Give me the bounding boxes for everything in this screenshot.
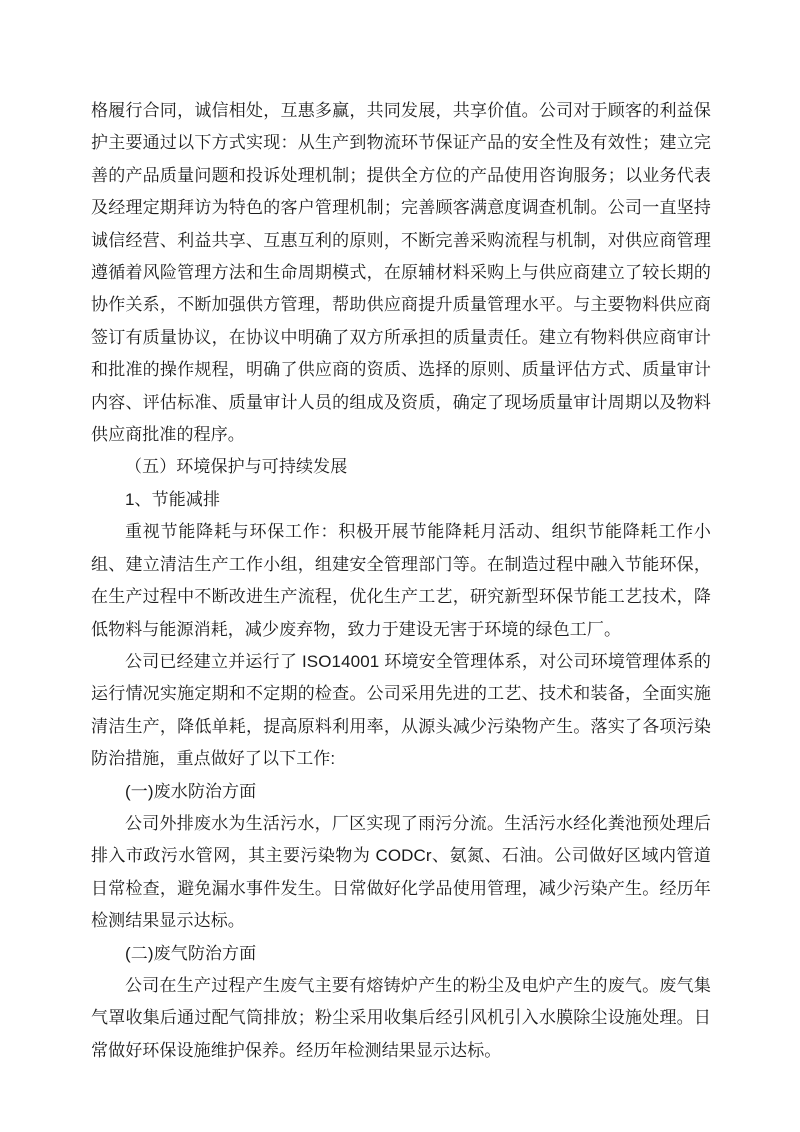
paragraph-wastewater-control: 公司外排废水为生活污水，厂区实现了雨污分流。生活污水经化粪池预处理后排入市政污水管网，其主要污染物为 CODCr、氨氮、石油。公司做好区域内管道日常检查，避免漏水事件发生。日常做好化学品使用管理，减少污染产生。经历年检测结果显示达标。 <box>91 813 711 931</box>
sub-heading-wastewater: (一)废水防治方面 <box>125 781 257 801</box>
paragraph-energy-saving-work: 重视节能降耗与环保工作：积极开展节能降耗月活动、组织节能降耗工作小组、建立清洁生产工作小组，组建安全管理部门等。在制造过程中融入节能环保，在生产过程中不断改进生产流程，优化生产工艺，研究新型环保节能工艺技术，降低物料与能源消耗，减少废弃物，致力于建设无害于环境的绿色工厂。 <box>91 522 711 639</box>
sub-heading-energy-saving: 1、节能减排 <box>125 489 221 509</box>
sub-heading-waste-gas: (二)废气防治方面 <box>125 943 257 963</box>
paragraph-waste-gas-control: 公司在生产过程产生废气主要有熔铸炉产生的粉尘及电炉产生的废气。废气集气罩收集后通过配气筒排放；粉尘采用收集后经引风机引入水膜除尘设施处理。日常做好环保设施维护保养。经历年检测结果显示达标。 <box>91 975 711 1060</box>
paragraph-iso14001: 公司已经建立并运行了 ISO14001 环境安全管理体系，对公司环境管理体系的运行情况实施定期和不定期的检查。公司采用先进的工艺、技术和装备，全面实施清洁生产，降低单耗，提高原料利用率，从源头减少污染物产生。落实了各项污染防治措施，重点做好了以下工作: <box>91 651 711 769</box>
section-heading-environment: （五）环境保护与可持续发展 <box>125 457 348 477</box>
paragraph-supplier-quality: 格履行合同，诚信相处，互惠多赢，共同发展，共享价值。公司对于顾客的利益保护主要通过以下方式实现：从生产到物流环节保证产品的安全性及有效性；建立完善的产品质量问题和投诉处理机制；提供全方位的产品使用咨询服务；以业务代表及经理定期拜访为特色的客户管理机制；完善顾客满意度调查机制。公司一直坚持诚信经营、利益共享、互惠互利的原则，不断完善采购流程与机制，对供应商管理遵循着风险管理方法和生命周期模式，在原辅材料采购上与供应商建立了较长期的协作关系，不断加强供方管理，帮助供应商提升质量管理水平。与主要物料供应商签订有质量协议，在协议中明确了双方所承担的质量责任。建立有物料供应商审计和批准的操作规程，明确了供应商的资质、选择的原则、质量评估方式、质量审计内容、评估标准、质量审计人员的组成及资质，确定了现场质量审计周期以及物料供应商批准的程序。 <box>91 101 711 445</box>
